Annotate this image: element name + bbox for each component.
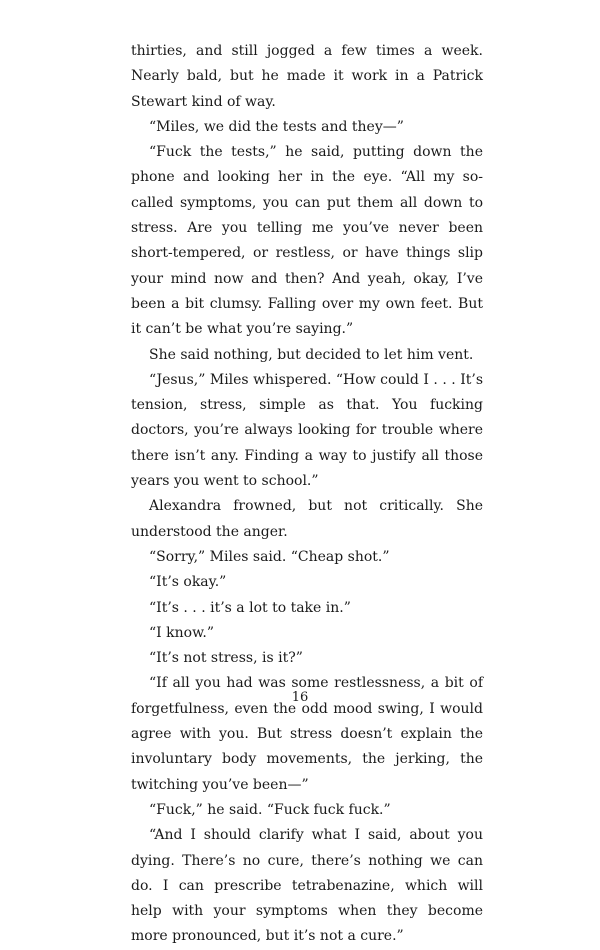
paragraph-11: “It’s not stress, is it?”	[149, 650, 303, 667]
paragraph-8: “It’s okay.”	[149, 574, 227, 591]
body-text	[131, 39, 483, 950]
paragraph-2: “Miles, we did the tests and they—”	[149, 118, 404, 135]
paragraph-9: “It’s . . . it’s a lot to take in.”	[149, 599, 351, 616]
paragraph-1: thirties, and still jogged a few times a week. Nearly bald, but he made it work in a Patrick Stewart kind of way.	[131, 43, 483, 110]
paragraph-7: “Sorry,” Miles said. “Cheap shot.”	[149, 548, 390, 565]
paragraph-3: “Fuck the tests,” he said, putting down the phone and looking her in the eye. “All my so-called symptoms, you can put them all down to stress. Are you telling me you’ve never been short-tempered, or restless, or have things slip your mind now and then? And yeah, okay, I’ve been a bit clumsy. Falling over my own feet. But it can’t be what you’re saying.”	[131, 144, 483, 338]
paragraph-6: Alexandra frowned, but not critically. She understood the anger.	[131, 498, 483, 540]
paragraph-4: She said nothing, but decided to let him vent.	[149, 346, 474, 363]
paragraph-5: “Jesus,” Miles whispered. “How could I . . . It’s tension, stress, simple as that. You fucking doctors, you’re always looking for trouble where there isn’t any. Finding a way to justify all those years you went to school.”	[131, 371, 483, 490]
paragraph-12: “If all you had was some restlessness, a bit of forgetfulness, even the odd mood swing, I would agree with you. But stress doesn’t explain the involuntary body movements, the jerking, the twitching you’ve been—”	[131, 675, 483, 793]
paragraph-13: “Fuck,” he said. “Fuck fuck fuck.”	[149, 801, 391, 818]
paragraph-10: “I know.”	[149, 624, 214, 641]
paragraph-14: “And I should clarify what I said, about you dying. There’s no cure, there’s nothing we can do. I can prescribe tetrabenazine, which will help with your symptoms when they become more pronounced, but it’s not a cure.”	[131, 827, 483, 945]
page-number: 16	[291, 690, 309, 705]
